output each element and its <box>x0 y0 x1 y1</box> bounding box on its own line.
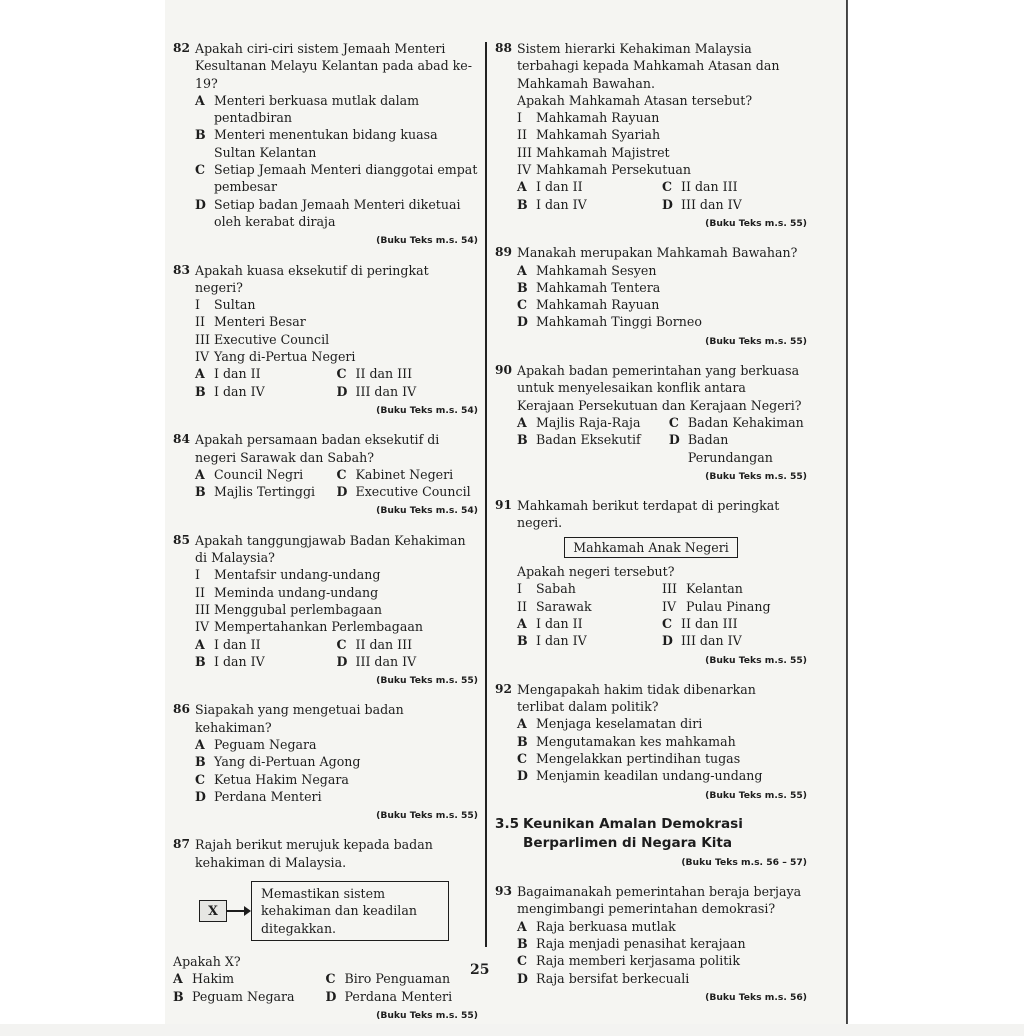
question-stem: Bagaimanakah pemerintahan beraja berjaya mengimbangi pemerintahan demokrasi? <box>517 884 802 917</box>
answer-option: B I dan IV <box>195 653 265 669</box>
answer-option: D Perdana Menteri <box>195 788 322 804</box>
roman-item: IV Yang di-Pertua Negeri <box>195 349 356 365</box>
question-83 <box>173 262 478 420</box>
question-prompt: Apakah negeri tersebut? <box>517 564 675 580</box>
question-86 <box>173 701 478 824</box>
question-number: 83 <box>173 262 190 277</box>
answer-option: C II dan III <box>662 615 738 631</box>
page-number: 25 <box>470 962 490 978</box>
answer-option: A Council Negri <box>195 466 304 482</box>
answer-option: D Raja bersifat berkecuali <box>517 970 690 986</box>
answer-option: D III dan IV <box>662 196 742 212</box>
answer-option: B I dan IV <box>517 196 587 212</box>
right-column <box>495 40 807 1018</box>
roman-item: I Sabah <box>517 581 576 597</box>
answer-option: D Mahkamah Tinggi Borneo <box>517 314 702 330</box>
roman-item: IV Mempertahankan Perlembagaan <box>195 619 423 635</box>
roman-item: IV Pulau Pinang <box>662 598 771 614</box>
textbook-reference: (Buku Teks m.s. 56 – 57) <box>681 856 807 868</box>
textbook-reference: (Buku Teks m.s. 54) <box>376 404 478 416</box>
question-stem: Apakah tanggungjawab Badan Kehakiman di Malaysia? <box>195 532 466 566</box>
question-number: 85 <box>173 532 190 547</box>
roman-item: III Menggubal perlembagaan <box>195 601 383 617</box>
question-number: 88 <box>495 41 512 55</box>
roman-item: IV Mahkamah Persekutuan <box>517 162 692 178</box>
question-number: 90 <box>495 363 512 378</box>
question-number: 92 <box>495 681 512 696</box>
textbook-reference: (Buku Teks m.s. 55) <box>705 335 807 347</box>
textbook-reference: (Buku Teks m.s. 55) <box>376 1009 478 1021</box>
answer-option: C Mahkamah Rayuan <box>517 297 660 313</box>
answer-option: A Raja berkuasa mutlak <box>517 918 676 934</box>
answer-option: A Peguam Negara <box>195 736 317 752</box>
column-divider <box>485 42 487 947</box>
answer-option: A I dan II <box>195 636 261 652</box>
textbook-reference: (Buku Teks m.s. 54) <box>376 235 478 247</box>
answer-option: A Mahkamah Sesyen <box>517 262 657 278</box>
answer-option: C II dan III <box>336 366 413 382</box>
roman-item: III Kelantan <box>662 581 743 597</box>
question-84 <box>173 431 478 519</box>
roman-item: II Sarawak <box>517 598 592 614</box>
section-title-line1: Keunikan Amalan Demokrasi <box>523 815 743 832</box>
answer-option: D III dan IV <box>336 653 417 669</box>
question-stem: Mengapakah hakim tidak dibenarkan terlibat dalam politik? <box>517 681 756 715</box>
question-number: 87 <box>173 837 190 852</box>
answer-option: C Raja memberi kerjasama politik <box>517 953 740 969</box>
question-82 <box>173 40 478 250</box>
question-91 <box>495 497 807 669</box>
textbook-reference: (Buku Teks m.s. 55) <box>705 654 807 666</box>
textbook-reference: (Buku Teks m.s. 55) <box>376 810 478 822</box>
question-number: 89 <box>495 245 512 260</box>
question-stem: Siapakah yang mengetuai badan kehakiman? <box>195 702 404 735</box>
answer-option: C Mengelakkan pertindihan tugas <box>517 750 741 766</box>
answer-option: C Badan Kehakiman <box>668 414 804 430</box>
question-stem: Apakah persamaan badan eksekutif di negeri Sarawak dan Sabah? <box>195 432 440 465</box>
section-title-line2: Berparlimen di Negara Kita <box>523 834 733 851</box>
roman-item: I Mahkamah Rayuan <box>517 110 660 126</box>
question-89 <box>495 244 807 350</box>
answer-option: D Executive Council <box>336 484 471 500</box>
answer-option: D Badan Perundangan <box>668 432 773 465</box>
roman-item: II Meminda undang-undang <box>195 584 379 600</box>
answer-option: B Badan Eksekutif <box>517 432 641 448</box>
answer-option: D Setiap badan Jemaah Menteri diketuai oleh kerabat diraja <box>195 196 461 229</box>
answer-option: A Hakim <box>173 971 235 987</box>
question-92 <box>495 681 807 804</box>
diagram <box>173 881 478 941</box>
textbook-reference: (Buku Teks m.s. 55) <box>705 470 807 482</box>
question-prompt: Apakah X? <box>173 953 241 969</box>
textbook-reference: (Buku Teks m.s. 55) <box>705 217 807 229</box>
section-number: 3.5 <box>495 815 520 832</box>
answer-option: D III dan IV <box>662 633 742 649</box>
answer-option: C Setiap Jemaah Menteri dianggotai empat pembesar <box>195 162 478 195</box>
question-stem: Mahkamah berikut terdapat di peringkat negeri. <box>517 498 780 531</box>
question-88 <box>495 40 807 232</box>
question-stem: Apakah ciri-ciri sistem Jemaah Menteri Kesultanan Melayu Kelantan pada abad ke-19? <box>195 41 473 91</box>
court-name-box: Mahkamah Anak Negeri <box>564 537 738 558</box>
answer-option: D Perdana Menteri <box>325 988 453 1004</box>
question-number: 93 <box>495 884 512 899</box>
answer-option: A I dan II <box>195 366 261 382</box>
answer-option: B Raja menjadi penasihat kerajaan <box>517 936 746 952</box>
question-number: 91 <box>495 498 512 513</box>
question-number: 82 <box>173 41 190 55</box>
answer-option: C II dan III <box>662 179 738 195</box>
question-stem: Rajah berikut merujuk kepada badan kehakiman di Malaysia. <box>195 837 433 870</box>
question-90 <box>495 362 807 485</box>
roman-item: III Mahkamah Majistret <box>517 144 670 160</box>
question-85 <box>173 532 478 690</box>
textbook-reference: (Buku Teks m.s. 55) <box>376 675 478 687</box>
textbook-reference: (Buku Teks m.s. 54) <box>376 505 478 517</box>
answer-option: C Biro Penguaman <box>325 971 451 987</box>
roman-item: I Sultan <box>195 297 256 313</box>
answer-option: B Majlis Tertinggi <box>195 484 316 500</box>
answer-option: B Menteri menentukan bidang kuasa Sultan Kelantan <box>195 127 438 160</box>
answer-option: C Kabinet Negeri <box>336 466 454 482</box>
textbook-reference: (Buku Teks m.s. 56) <box>705 991 807 1003</box>
question-93 <box>495 883 807 1006</box>
question-stem: Apakah kuasa eksekutif di peringkat negeri? <box>195 262 429 295</box>
question-87 <box>173 836 478 1024</box>
roman-item: II Menteri Besar <box>195 314 306 330</box>
answer-option: A I dan II <box>517 179 583 195</box>
background-right <box>848 0 1024 1024</box>
roman-item: I Mentafsir undang-undang <box>195 567 381 583</box>
answer-option: D III dan IV <box>336 383 417 399</box>
answer-option: A I dan II <box>517 615 583 631</box>
answer-option: D Menjamin keadilan undang-undang <box>517 768 763 784</box>
answer-option: B I dan IV <box>195 383 265 399</box>
answer-option: B I dan IV <box>517 633 587 649</box>
answer-option: C Ketua Hakim Negara <box>195 771 349 787</box>
answer-option: A Menteri berkuasa mutlak dalam pentadbiran <box>195 92 420 126</box>
question-number: 84 <box>173 432 190 447</box>
question-stem: Manakah merupakan Mahkamah Bawahan? <box>517 245 798 261</box>
roman-item: III Executive Council <box>195 331 330 347</box>
roman-item: II Mahkamah Syariah <box>517 127 661 143</box>
diagram-description-box: Memastikan sistem kehakiman dan keadilan ditegakkan. <box>251 881 449 941</box>
answer-option: B Mengutamakan kes mahkamah <box>517 733 736 749</box>
textbook-reference: (Buku Teks m.s. 55) <box>705 789 807 801</box>
background-left <box>0 0 165 1024</box>
answer-option: A Menjaga keselamatan diri <box>517 716 703 732</box>
question-stem: Apakah badan pemerintahan yang berkuasa untuk menyelesaikan konflik antara Kerajaan Persekutuan dan Kerajaan Negeri? <box>517 363 802 413</box>
left-column <box>173 40 478 1036</box>
answer-option: C II dan III <box>336 636 413 652</box>
answer-option: B Mahkamah Tentera <box>517 279 661 295</box>
answer-option: B Peguam Negara <box>173 988 295 1004</box>
diagram-x-box: X <box>199 900 227 922</box>
question-number: 86 <box>173 702 190 717</box>
section-heading <box>495 816 807 871</box>
arrow-icon <box>227 901 251 921</box>
answer-option: B Yang di-Pertuan Agong <box>195 754 361 770</box>
answer-option: A Majlis Raja-Raja <box>517 414 641 430</box>
question-stem: Sistem hierarki Kehakiman Malaysia terbahagi kepada Mahkamah Atasan dan Mahkamah Bawahan. <box>517 41 780 91</box>
question-prompt: Apakah Mahkamah Atasan tersebut? <box>517 92 753 108</box>
